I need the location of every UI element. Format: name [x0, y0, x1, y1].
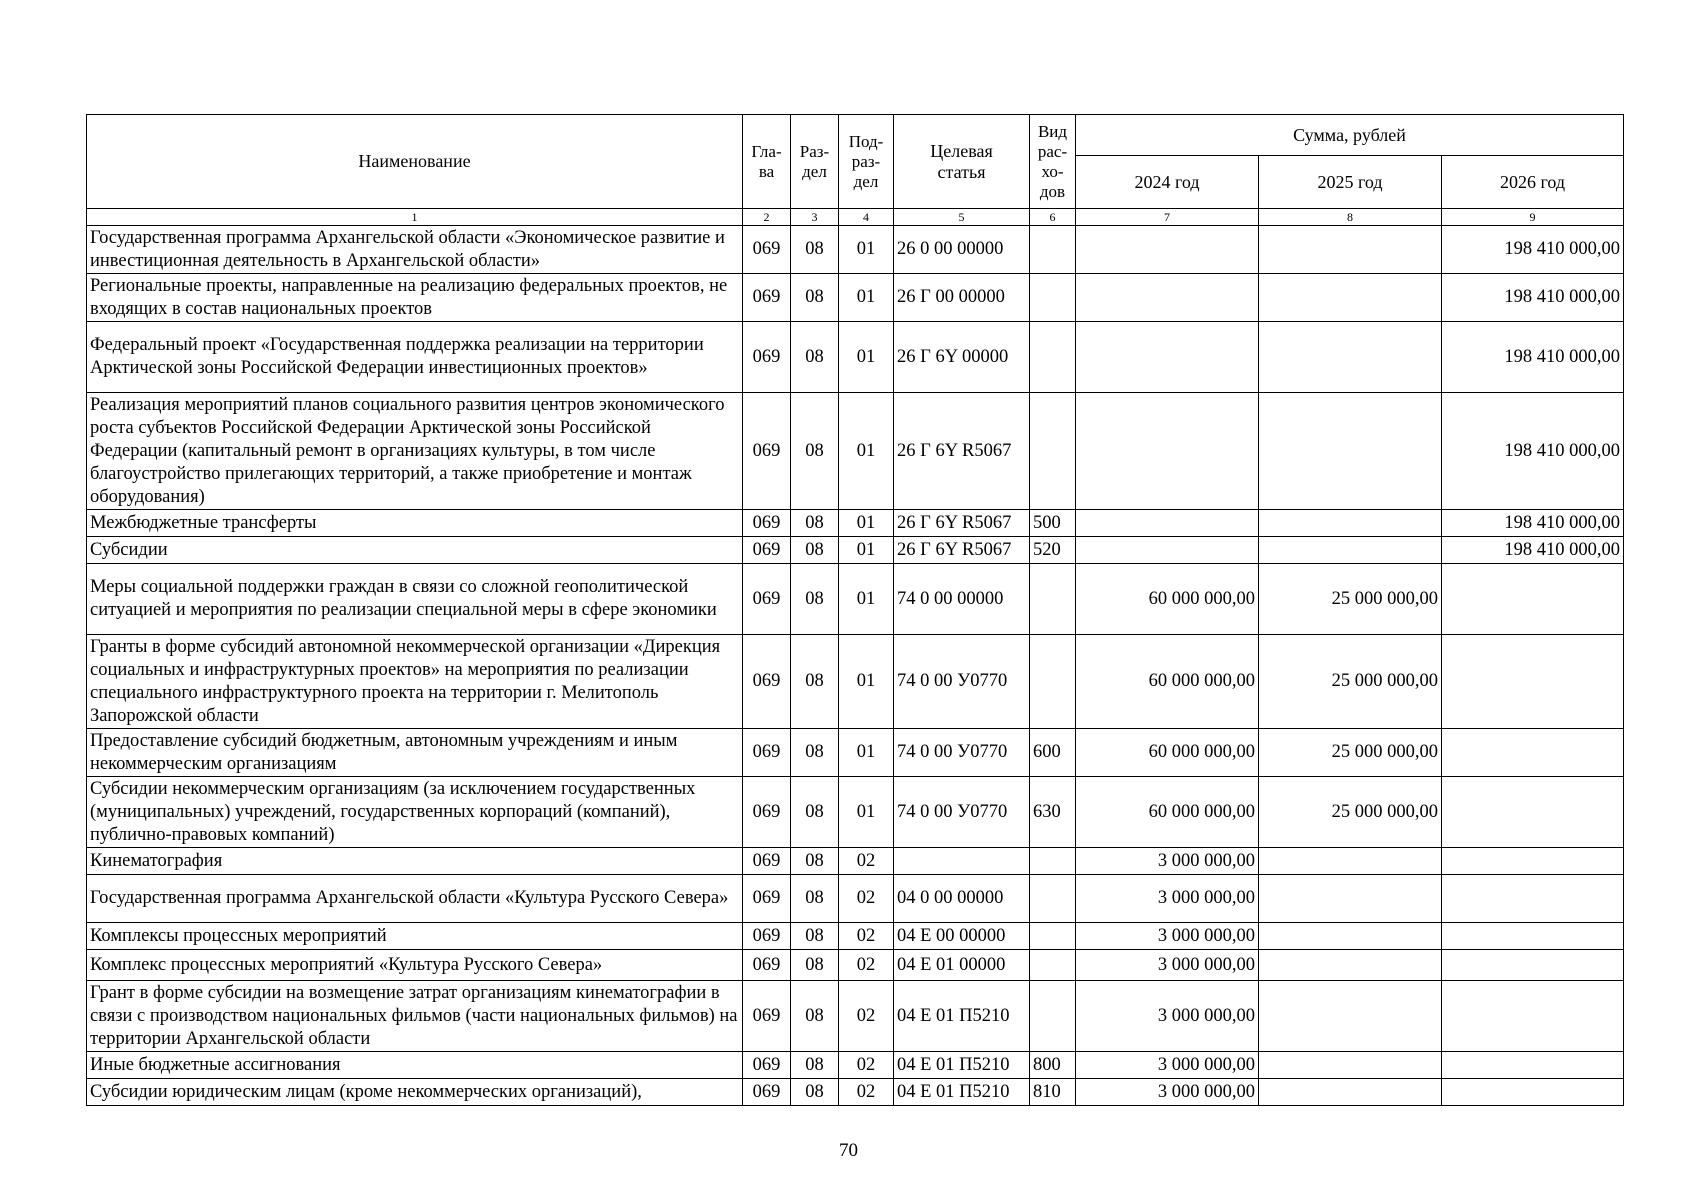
row-podrazdel-cell: 01: [839, 322, 894, 393]
row-2024-cell: 60 000 000,00: [1076, 777, 1259, 848]
row-glava-cell: 069: [743, 923, 791, 950]
column-number: 2: [743, 209, 791, 226]
row-celevaya-cell: 74 0 00 У0770: [894, 729, 1030, 777]
row-celevaya-cell: 26 Г 6Y R5067: [894, 510, 1030, 537]
row-razdel-cell: 08: [791, 226, 839, 274]
table-row: [87, 635, 1624, 729]
row-name-cell: Региональные проекты, направленные на реализацию федеральных проектов, не входящих в состав национальных проектов: [87, 274, 743, 322]
header-2025: 2025 год: [1259, 156, 1442, 209]
row-name-cell: Грант в форме субсидии на возмещение затрат организациям кинематографии в связи с производством национальных фильмов (части национальных фильмов) на территории Архангельской области: [87, 981, 743, 1052]
table-row: [87, 393, 1624, 510]
row-podrazdel-cell: 02: [839, 950, 894, 981]
row-2025-cell: [1259, 537, 1442, 564]
row-vid-cell: 500: [1030, 510, 1076, 537]
row-celevaya-cell: 74 0 00 У0770: [894, 635, 1030, 729]
row-2025-cell: [1259, 322, 1442, 393]
row-vid-cell: 810: [1030, 1079, 1076, 1106]
row-name-cell: Кинематография: [87, 848, 743, 875]
row-razdel-cell: 08: [791, 564, 839, 635]
table-row: [87, 564, 1624, 635]
header-2024: 2024 год: [1076, 156, 1259, 209]
row-podrazdel-cell: 02: [839, 1052, 894, 1079]
column-number: 8: [1259, 209, 1442, 226]
row-celevaya-cell: 04 Е 00 00000: [894, 923, 1030, 950]
row-2024-cell: 3 000 000,00: [1076, 875, 1259, 923]
header-podrazdel: Под- раз- дел: [839, 115, 894, 209]
row-2026-cell: 198 410 000,00: [1442, 537, 1624, 564]
table-row: [87, 537, 1624, 564]
row-razdel-cell: 08: [791, 950, 839, 981]
page-number: 70: [839, 1140, 858, 1161]
row-2026-cell: 198 410 000,00: [1442, 322, 1624, 393]
row-2025-cell: 25 000 000,00: [1259, 729, 1442, 777]
row-vid-cell: [1030, 923, 1076, 950]
row-glava-cell: 069: [743, 950, 791, 981]
row-name-cell: Предоставление субсидий бюджетным, автономным учреждениям и иным некоммерческим организациям: [87, 729, 743, 777]
row-glava-cell: 069: [743, 848, 791, 875]
row-podrazdel-cell: 02: [839, 923, 894, 950]
row-razdel-cell: 08: [791, 537, 839, 564]
row-razdel-cell: 08: [791, 1079, 839, 1106]
table-row: [87, 875, 1624, 923]
row-2026-cell: 198 410 000,00: [1442, 274, 1624, 322]
row-2024-cell: 60 000 000,00: [1076, 564, 1259, 635]
row-celevaya-cell: 04 Е 01 П5210: [894, 1079, 1030, 1106]
row-2024-cell: [1076, 510, 1259, 537]
row-podrazdel-cell: 02: [839, 875, 894, 923]
row-podrazdel-cell: 01: [839, 777, 894, 848]
row-2025-cell: 25 000 000,00: [1259, 635, 1442, 729]
row-razdel-cell: 08: [791, 393, 839, 510]
row-name-cell: Иные бюджетные ассигнования: [87, 1052, 743, 1079]
row-celevaya-cell: 26 Г 00 00000: [894, 274, 1030, 322]
row-2025-cell: [1259, 226, 1442, 274]
table-row: [87, 981, 1624, 1052]
row-2026-cell: [1442, 1079, 1624, 1106]
row-name-cell: Комплексы процессных мероприятий: [87, 923, 743, 950]
table-row: [87, 274, 1624, 322]
row-vid-cell: [1030, 226, 1076, 274]
row-name-cell: Субсидии: [87, 537, 743, 564]
row-2025-cell: 25 000 000,00: [1259, 564, 1442, 635]
column-number: 5: [894, 209, 1030, 226]
row-2025-cell: [1259, 981, 1442, 1052]
table-row: [87, 729, 1624, 777]
row-name-cell: Государственная программа Архангельской области «Экономическое развитие и инвестиционная деятельность в Архангельской области»: [87, 226, 743, 274]
row-celevaya-cell: 74 0 00 00000: [894, 564, 1030, 635]
table-row: [87, 1052, 1624, 1079]
row-razdel-cell: 08: [791, 923, 839, 950]
row-podrazdel-cell: 01: [839, 635, 894, 729]
column-numbers-row: [87, 209, 1624, 226]
row-vid-cell: [1030, 635, 1076, 729]
row-2024-cell: 3 000 000,00: [1076, 848, 1259, 875]
row-glava-cell: 069: [743, 564, 791, 635]
row-2024-cell: 60 000 000,00: [1076, 729, 1259, 777]
row-celevaya-cell: 26 Г 6Y 00000: [894, 322, 1030, 393]
row-2025-cell: [1259, 274, 1442, 322]
row-2025-cell: [1259, 923, 1442, 950]
row-vid-cell: [1030, 950, 1076, 981]
row-vid-cell: [1030, 875, 1076, 923]
row-podrazdel-cell: 01: [839, 537, 894, 564]
row-podrazdel-cell: 02: [839, 981, 894, 1052]
row-2024-cell: 3 000 000,00: [1076, 1052, 1259, 1079]
row-glava-cell: 069: [743, 1052, 791, 1079]
row-name-cell: Комплекс процессных мероприятий «Культура Русского Севера»: [87, 950, 743, 981]
row-podrazdel-cell: 02: [839, 848, 894, 875]
row-razdel-cell: 08: [791, 777, 839, 848]
row-name-cell: Меры социальной поддержки граждан в связи со сложной геополитической ситуацией и мероприятия по реализации специальной меры в сфере экономики: [87, 564, 743, 635]
row-2025-cell: [1259, 1079, 1442, 1106]
row-2026-cell: [1442, 729, 1624, 777]
row-glava-cell: 069: [743, 274, 791, 322]
row-glava-cell: 069: [743, 226, 791, 274]
row-vid-cell: [1030, 981, 1076, 1052]
row-razdel-cell: 08: [791, 729, 839, 777]
row-razdel-cell: 08: [791, 510, 839, 537]
row-name-cell: Федеральный проект «Государственная поддержка реализации на территории Арктической зоны Российской Федерации инвестиционных проектов»: [87, 322, 743, 393]
row-name-cell: Реализация мероприятий планов социального развития центров экономического роста субъектов Российской Федерации Арктической зоны Российской Федерации (капитальный ремонт в организациях культуры, в том числе благоустройство прилегающих территорий, а также приобретение и монтаж оборудования): [87, 393, 743, 510]
table-row: [87, 322, 1624, 393]
row-vid-cell: [1030, 564, 1076, 635]
table-row: [87, 510, 1624, 537]
table-row: [87, 923, 1624, 950]
row-vid-cell: 600: [1030, 729, 1076, 777]
row-razdel-cell: 08: [791, 848, 839, 875]
header-vid: Вид рас- хо- дов: [1030, 115, 1076, 209]
row-2024-cell: 3 000 000,00: [1076, 1079, 1259, 1106]
row-vid-cell: 800: [1030, 1052, 1076, 1079]
row-2025-cell: [1259, 950, 1442, 981]
row-celevaya-cell: [894, 848, 1030, 875]
header-name: Наименование: [87, 115, 743, 209]
row-2026-cell: 198 410 000,00: [1442, 226, 1624, 274]
row-2025-cell: [1259, 510, 1442, 537]
row-celevaya-cell: 26 0 00 00000: [894, 226, 1030, 274]
row-celevaya-cell: 26 Г 6Y R5067: [894, 537, 1030, 564]
row-razdel-cell: 08: [791, 875, 839, 923]
table-row: [87, 777, 1624, 848]
row-vid-cell: [1030, 322, 1076, 393]
header-summa: Сумма, рублей: [1076, 115, 1624, 156]
row-podrazdel-cell: 01: [839, 274, 894, 322]
row-celevaya-cell: 74 0 00 У0770: [894, 777, 1030, 848]
header-2026: 2026 год: [1442, 156, 1624, 209]
row-glava-cell: 069: [743, 393, 791, 510]
row-2025-cell: [1259, 848, 1442, 875]
row-razdel-cell: 08: [791, 322, 839, 393]
row-2026-cell: [1442, 875, 1624, 923]
row-podrazdel-cell: 01: [839, 729, 894, 777]
row-vid-cell: [1030, 848, 1076, 875]
row-glava-cell: 069: [743, 729, 791, 777]
row-name-cell: Межбюджетные трансферты: [87, 510, 743, 537]
row-2026-cell: [1442, 981, 1624, 1052]
table-body: [87, 226, 1624, 1106]
row-celevaya-cell: 04 Е 01 П5210: [894, 1052, 1030, 1079]
row-2026-cell: [1442, 635, 1624, 729]
row-vid-cell: 630: [1030, 777, 1076, 848]
header-glava: Гла- ва: [743, 115, 791, 209]
column-number: 6: [1030, 209, 1076, 226]
row-celevaya-cell: 04 0 00 00000: [894, 875, 1030, 923]
row-celevaya-cell: 26 Г 6Y R5067: [894, 393, 1030, 510]
row-podrazdel-cell: 02: [839, 1079, 894, 1106]
row-2025-cell: [1259, 393, 1442, 510]
row-name-cell: Субсидии некоммерческим организациям (за исключением государственных (муниципальных) учреждений, государственных корпораций (компаний), публично-правовых компаний): [87, 777, 743, 848]
row-name-cell: Государственная программа Архангельской области «Культура Русского Севера»: [87, 875, 743, 923]
row-celevaya-cell: 04 Е 01 П5210: [894, 981, 1030, 1052]
row-glava-cell: 069: [743, 510, 791, 537]
row-2024-cell: [1076, 226, 1259, 274]
row-podrazdel-cell: 01: [839, 564, 894, 635]
column-number: 3: [791, 209, 839, 226]
header-celevaya: Целевая статья: [894, 115, 1030, 209]
table-row: [87, 950, 1624, 981]
row-2024-cell: [1076, 274, 1259, 322]
row-podrazdel-cell: 01: [839, 393, 894, 510]
row-2024-cell: 3 000 000,00: [1076, 981, 1259, 1052]
row-vid-cell: 520: [1030, 537, 1076, 564]
row-vid-cell: [1030, 393, 1076, 510]
row-2025-cell: [1259, 1052, 1442, 1079]
row-podrazdel-cell: 01: [839, 226, 894, 274]
row-2026-cell: 198 410 000,00: [1442, 393, 1624, 510]
column-number: 4: [839, 209, 894, 226]
row-2024-cell: [1076, 537, 1259, 564]
row-glava-cell: 069: [743, 875, 791, 923]
row-2026-cell: [1442, 777, 1624, 848]
row-glava-cell: 069: [743, 1079, 791, 1106]
row-celevaya-cell: 04 Е 01 00000: [894, 950, 1030, 981]
column-number: 7: [1076, 209, 1259, 226]
row-2024-cell: 60 000 000,00: [1076, 635, 1259, 729]
row-glava-cell: 069: [743, 777, 791, 848]
row-2026-cell: [1442, 848, 1624, 875]
table-row: [87, 848, 1624, 875]
row-podrazdel-cell: 01: [839, 510, 894, 537]
row-2024-cell: 3 000 000,00: [1076, 950, 1259, 981]
row-2024-cell: [1076, 322, 1259, 393]
row-glava-cell: 069: [743, 537, 791, 564]
row-2025-cell: [1259, 875, 1442, 923]
row-2024-cell: 3 000 000,00: [1076, 923, 1259, 950]
row-2026-cell: 198 410 000,00: [1442, 510, 1624, 537]
table-row: [87, 1079, 1624, 1106]
row-razdel-cell: 08: [791, 981, 839, 1052]
column-number: 9: [1442, 209, 1624, 226]
column-number: 1: [87, 209, 743, 226]
table-row: [87, 226, 1624, 274]
row-razdel-cell: 08: [791, 274, 839, 322]
row-2026-cell: [1442, 950, 1624, 981]
row-glava-cell: 069: [743, 981, 791, 1052]
row-razdel-cell: 08: [791, 635, 839, 729]
row-2025-cell: 25 000 000,00: [1259, 777, 1442, 848]
row-glava-cell: 069: [743, 635, 791, 729]
header-razdel: Раз- дел: [791, 115, 839, 209]
row-2026-cell: [1442, 1052, 1624, 1079]
row-name-cell: Субсидии юридическим лицам (кроме некоммерческих организаций),: [87, 1079, 743, 1106]
budget-table: [86, 114, 1624, 1106]
row-name-cell: Гранты в форме субсидий автономной некоммерческой организации «Дирекция социальных и инфраструктурных проектов» на мероприятия по реализации специального инфраструктурного проекта на территории г. Мелитополь Запорожской области: [87, 635, 743, 729]
row-2024-cell: [1076, 393, 1259, 510]
row-glava-cell: 069: [743, 322, 791, 393]
row-vid-cell: [1030, 274, 1076, 322]
row-2026-cell: [1442, 923, 1624, 950]
row-razdel-cell: 08: [791, 1052, 839, 1079]
row-2026-cell: [1442, 564, 1624, 635]
